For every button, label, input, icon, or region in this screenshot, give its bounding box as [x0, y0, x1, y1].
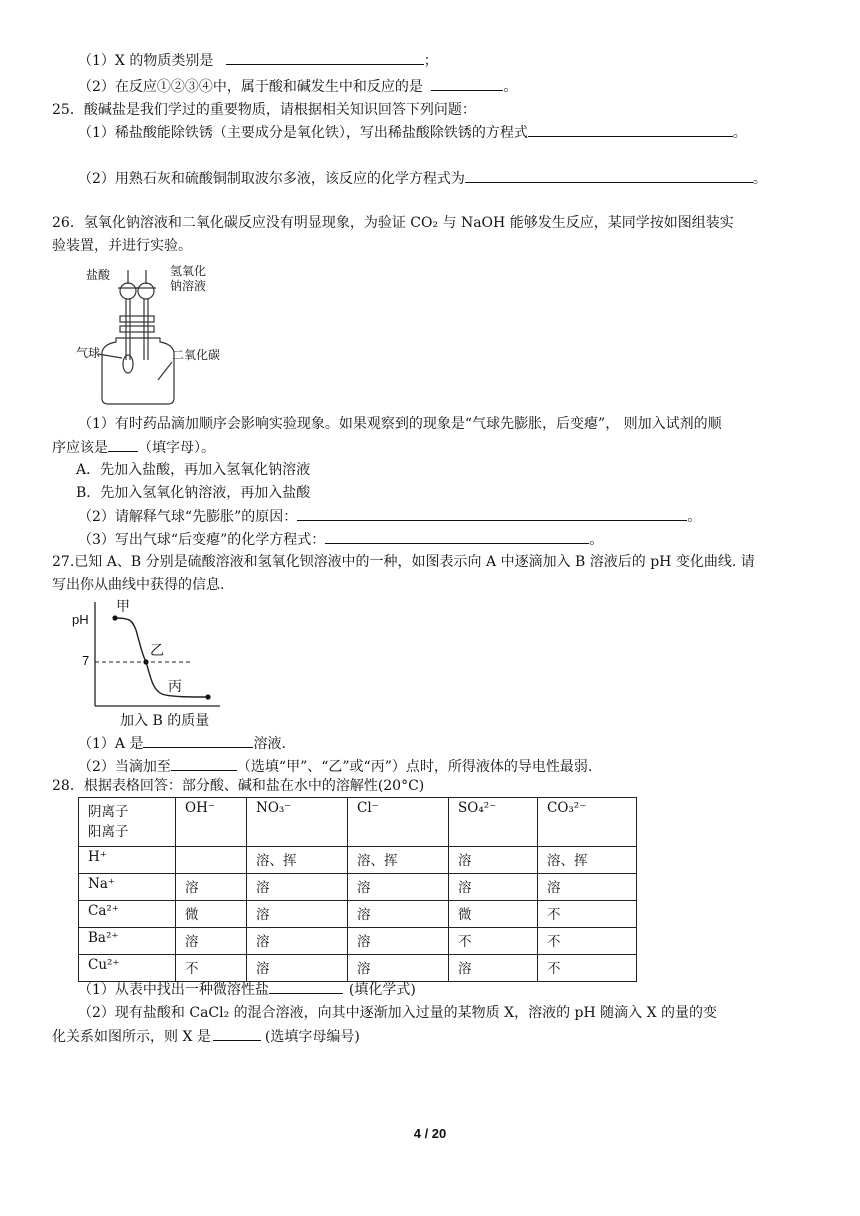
q25-sub1-text: （1）稀盐酸能除铁锈（主要成分是氧化铁），写出稀盐酸除铁锈的方程式: [78, 125, 528, 141]
q24-sub2-blank[interactable]: [431, 76, 503, 91]
q26-sub1-text: 序应该是: [52, 440, 108, 456]
q27-sub1-end: 溶液.: [253, 736, 286, 752]
table-cell: 溶: [348, 928, 449, 955]
q24-sub2: [78, 76, 517, 97]
solubility-table: [78, 797, 637, 982]
table-cell: 溶: [247, 955, 348, 982]
table-row: [79, 874, 637, 901]
q26-stem-line2: 验装置，并进行实验。: [52, 238, 192, 254]
q28-sub1: [78, 979, 416, 1000]
point-bing: [205, 694, 210, 699]
anion-header: OH⁻: [176, 798, 247, 847]
point-label-jia: 甲: [116, 599, 130, 615]
cation-cell: Na⁺: [79, 874, 176, 901]
q25-sub2-blank[interactable]: [465, 168, 753, 183]
table-cell: [176, 847, 247, 874]
table-cell: 溶、挥: [247, 847, 348, 874]
anion-header: SO₄²⁻: [449, 798, 538, 847]
q26-sub3-end: 。: [589, 532, 604, 548]
q26-option-a: A．先加入盐酸，再加入氢氧化钠溶液: [76, 462, 311, 478]
q26-sub3-blank[interactable]: [325, 529, 589, 544]
q27-stem-line1: 27.已知 A、B 分别是硫酸溶液和氢氧化钡溶液中的一种，如图表示向 A 中逐滴加入 B 溶液后的 pH 变化曲线. 请: [52, 554, 755, 570]
q28-sub1-blank[interactable]: [269, 979, 343, 994]
point-yi: [143, 659, 148, 664]
label-balloon: 气球: [76, 346, 101, 360]
corner-cation-label: 阳离子: [88, 824, 129, 840]
q28-sub2-text: 化关系如图所示，则 X 是: [52, 1029, 211, 1045]
corner-anion-label: 阴离子: [88, 804, 129, 820]
q28-sub2-hint: (选填字母编号): [264, 1029, 360, 1045]
table-cell: 溶: [348, 874, 449, 901]
table-cell: 溶: [449, 874, 538, 901]
q27-sub1-text: （1）A 是: [78, 736, 144, 752]
anion-header: Cl⁻: [348, 798, 449, 847]
q26-sub1-line2: [52, 437, 215, 458]
table-cell: 溶: [176, 874, 247, 901]
anion-header: CO₃²⁻: [538, 798, 637, 847]
q25-sub1: [78, 122, 747, 143]
table-cell: 不: [449, 928, 538, 955]
table-cell: 溶、挥: [538, 847, 637, 874]
q25-sub2-end: 。: [752, 171, 767, 187]
page-number: 4 / 20: [413, 1126, 447, 1141]
point-jia: [112, 615, 117, 620]
table-row: [79, 847, 637, 874]
table-cell: 溶、挥: [348, 847, 449, 874]
q24-sub1-end: ；: [423, 53, 438, 69]
table-cell: 溶: [176, 928, 247, 955]
cation-cell: Ba²⁺: [79, 928, 176, 955]
table-cell: 溶: [348, 955, 449, 982]
point-label-bing: 丙: [168, 679, 182, 695]
q28-sub2-line1: （2）现有盐酸和 CaCl₂ 的混合溶液，向其中逐渐加入过量的某物质 X，溶液的 pH 随滴入 X 的量的变: [78, 1005, 718, 1021]
q26-sub2-blank[interactable]: [297, 506, 687, 521]
cation-cell: Ca²⁺: [79, 901, 176, 928]
q26-sub3-text: （3）写出气球“后变瘪”的化学方程式：: [78, 532, 326, 548]
table-cell: 溶: [449, 847, 538, 874]
q28-sub1-text: （1）从表中找出一种微溶性盐: [78, 982, 269, 998]
q27-stem-line2: 写出你从曲线中获得的信息.: [52, 577, 225, 593]
label-co2: 二氧化碳: [172, 348, 221, 362]
table-cell: 溶: [348, 901, 449, 928]
table-cell: 溶: [538, 874, 637, 901]
table-cell: 不: [176, 955, 247, 982]
cation-cell: Cu²⁺: [79, 955, 176, 982]
table-cell: 溶: [247, 928, 348, 955]
q26-sub2-end: 。: [687, 509, 702, 525]
table-row: [79, 955, 637, 982]
table-row: [79, 928, 637, 955]
table-header-row: [79, 798, 637, 847]
q27-sub2-blank[interactable]: [171, 756, 237, 771]
table-cell: 微: [449, 901, 538, 928]
label-naoh-2: 钠溶液: [170, 279, 207, 293]
apparatus-figure: [76, 260, 240, 406]
q26-option-b: B．先加入氢氧化钠溶液，再加入盐酸: [76, 485, 311, 501]
table-row: [79, 901, 637, 928]
q26-stem-line1: 26．氢氧化钠溶液和二氧化碳反应没有明显现象，为验证 CO₂ 与 NaOH 能够发生反应，某同学按如图组装实: [52, 215, 734, 231]
q26-sub3: [78, 529, 603, 550]
table-cell: 溶: [247, 874, 348, 901]
q28-sub2-line2: [52, 1026, 360, 1047]
q27-sub2: [78, 756, 592, 777]
q25-sub1-end: 。: [732, 125, 747, 141]
q26-sub1-blank[interactable]: [108, 437, 138, 452]
cation-cell: H⁺: [79, 847, 176, 874]
neutral-label: 7: [82, 653, 90, 668]
q27-sub2-text: （2）当滴加至: [78, 759, 171, 775]
q24-sub1-blank[interactable]: [226, 50, 424, 65]
table-cell: 微: [176, 901, 247, 928]
ph-chart: [70, 596, 240, 734]
q28-sub2-blank[interactable]: [213, 1026, 261, 1041]
q27-sub2-hint: （选填“甲”、“乙”或“丙”）点时，所得液体的导电性最弱.: [236, 759, 593, 775]
point-label-yi: 乙: [150, 643, 164, 659]
label-naoh-1: 氢氧化: [170, 264, 207, 278]
q26-sub1-hint: （填字母）。: [138, 440, 215, 456]
q24-sub2-end: 。: [503, 79, 518, 95]
q25-sub2: [78, 168, 767, 189]
table-cell: 溶: [449, 955, 538, 982]
q27-sub1: [78, 733, 286, 754]
q27-sub1-blank[interactable]: [143, 733, 253, 748]
q24-sub1: [78, 50, 438, 71]
q26-sub2: [78, 506, 701, 527]
label-acid: 盐酸: [86, 268, 111, 282]
table-cell: 不: [538, 928, 637, 955]
q26-sub2-text: （2）请解释气球“先膨胀”的原因：: [78, 509, 298, 525]
anion-header: NO₃⁻: [247, 798, 348, 847]
q28-sub1-hint: (填化学式): [348, 982, 416, 998]
q26-sub1-line1: （1）有时药品滴加顺序会影响实验现象。如果观察到的现象是“气球先膨胀，后变瘪”， 则加入试剂的顺: [78, 416, 722, 432]
q25-stem: 25．酸碱盐是我们学过的重要物质，请根据相关知识回答下列问题：: [52, 102, 476, 118]
q28-stem: 28．根据表格回答：部分酸、碱和盐在水中的溶解性(20°C): [52, 778, 425, 794]
q25-sub2-text: （2）用熟石灰和硫酸铜制取波尔多液，该反应的化学方程式为: [78, 171, 465, 187]
table-cell: 不: [538, 901, 637, 928]
y-axis-label: pH: [72, 612, 89, 627]
q24-sub2-text: （2）在反应①②③④中，属于酸和碱发生中和反应的是: [78, 79, 423, 95]
q25-sub1-blank[interactable]: [528, 122, 733, 137]
x-axis-label: 加入 B 的质量: [120, 713, 210, 729]
q24-sub1-text: （1）X 的物质类别是: [78, 53, 214, 69]
table-cell: 不: [538, 955, 637, 982]
table-cell: 溶: [247, 901, 348, 928]
corner-cell: [79, 798, 176, 847]
